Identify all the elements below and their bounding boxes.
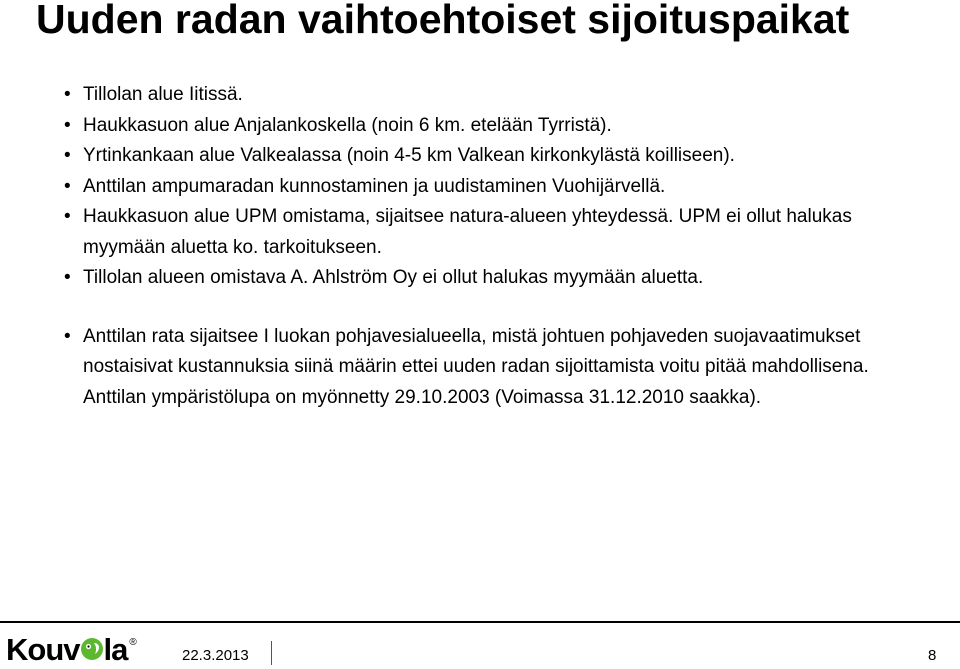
bullet-list xyxy=(64,80,934,413)
logo-wordmark: Kouv la xyxy=(6,632,128,667)
bullet-item xyxy=(64,172,934,203)
logo-leaf-icon xyxy=(80,633,104,669)
bullet-icon: • xyxy=(64,84,71,105)
footer-date: 22.3.2013 xyxy=(182,647,249,664)
bullet-item xyxy=(64,111,934,142)
footer-separator xyxy=(271,641,272,665)
bullet-text: Yrtinkankaan alue Valkealassa (noin 4-5 km Valkean kirkonkylästä koilliseen). xyxy=(83,145,735,166)
bullet-text: Anttilan rata sijaitsee I luokan pohjavesialueella, mistä johtuen pohjaveden suojavaatimukset nostaisivat kustannuksia siinä määrin ettei uuden radan sijoittamista voitu pitää mahdollisena. Anttilan ympäristölupa on myönnetty 29.10.2003 (Voimassa 31.12.2010 saakka). xyxy=(83,325,869,408)
bullet-item xyxy=(64,322,934,414)
bullet-icon: • xyxy=(64,267,71,288)
bullet-text: Anttilan ampumaradan kunnostaminen ja uudistaminen Vuohijärvellä. xyxy=(83,175,666,197)
bullet-icon: • xyxy=(64,206,71,227)
bullet-item xyxy=(64,202,934,263)
bullet-icon: • xyxy=(64,114,71,136)
registered-mark: ® xyxy=(129,636,137,648)
kouvola-logo xyxy=(6,633,137,667)
bullet-text: Haukkasuon alue Anjalankoskella (noin 6 km. etelään Tyrristä). xyxy=(83,114,612,136)
bullet-item xyxy=(64,263,934,294)
slide-title: Uuden radan vaihtoehtoiset sijoituspaikat xyxy=(36,0,850,42)
footer-divider xyxy=(0,621,960,623)
bullet-icon: • xyxy=(64,175,71,197)
bullet-text: Tillolan alueen omistava A. Ahlström Oy ei ollut halukas myymään aluetta. xyxy=(83,267,704,288)
bullet-item xyxy=(64,80,934,111)
bullet-text: Haukkasuon alue UPM omistama, sijaitsee natura-alueen yhteydessä. UPM ei ollut halukas myymään aluetta ko. tarkoitukseen. xyxy=(83,206,852,258)
bullet-icon: • xyxy=(64,145,71,166)
page-number: 8 xyxy=(928,647,937,664)
bullet-icon: • xyxy=(64,325,71,347)
bullet-text: Tillolan alue Iitissä. xyxy=(83,84,243,105)
bullet-item xyxy=(64,141,934,172)
